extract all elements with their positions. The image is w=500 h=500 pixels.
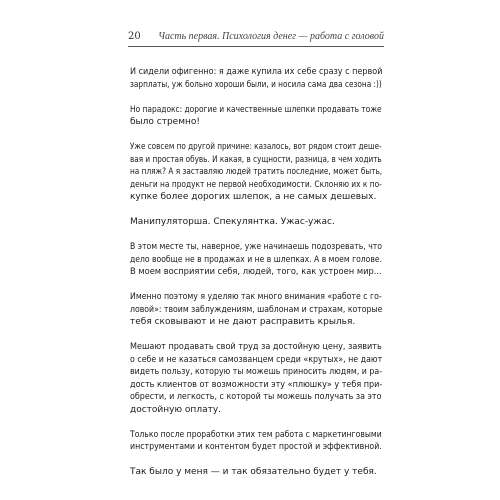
text-line: деньги на продукт не первой необходимости. Склоняю их к по- bbox=[130, 179, 382, 190]
text-line: Но парадокс: дорогие и качественные шлепки продавать тоже bbox=[130, 104, 382, 115]
text-line: Именно поэтому я уделяю так много внимания «работе с го- bbox=[130, 292, 382, 302]
text-line: было стремно! bbox=[130, 117, 201, 127]
text-line: инструментами и контентом будет простой и эффективной. bbox=[130, 442, 382, 452]
text-line: Так было у меня — и так обязательно будет у тебя. bbox=[130, 467, 377, 477]
text-line: видеть пользу, которую ты можешь приносить людям, и ра- bbox=[130, 367, 383, 377]
header-rule bbox=[128, 46, 384, 47]
text-line: достойную оплату. bbox=[130, 404, 222, 415]
text-line: тебя сковывают и не дают расправить крылья. bbox=[130, 317, 356, 327]
page-header bbox=[128, 31, 384, 45]
body-text bbox=[130, 66, 382, 491]
text-line: В этом месте ты, наверное, уже начинаешь подозревать, что bbox=[130, 242, 382, 252]
text-line: В моем восприятии себя, людей, того, как устроен мир... bbox=[130, 267, 382, 277]
text-line: ловой»: твоим заблуждениям, шаблонам и страхам, которые bbox=[130, 304, 383, 315]
paragraph bbox=[130, 141, 382, 204]
text-line: И сидели офигенно: я даже купила их себе сразу с первой bbox=[130, 67, 383, 77]
running-head: Часть первая. Психология денег — работа с головой bbox=[158, 31, 384, 42]
text-line: Мешают продавать свой труд за достойную цену, заявить bbox=[130, 342, 382, 352]
paragraph bbox=[130, 66, 382, 91]
text-line: Манипуляторша. Спекулянтка. Ужас-ужас. bbox=[130, 217, 335, 227]
paragraph bbox=[130, 291, 382, 329]
text-line: купке более дорогих шлепок, а не самых дешевых. bbox=[130, 192, 377, 202]
text-line: о себе и не казаться самозванцем среди «крутых», не дают bbox=[130, 354, 383, 365]
text-line: вая и простая обувь. И какая, в сущности, разница, в чем ходить bbox=[130, 154, 382, 165]
paragraph bbox=[130, 216, 382, 229]
text-line: дело вообще не в продажах и не в шлепках. А в моем голове. bbox=[130, 254, 383, 265]
paragraph bbox=[130, 104, 382, 129]
text-line: Уже совсем по другой причине: казалось, вот рядом стоит деше- bbox=[130, 142, 382, 152]
text-line: зарплаты, уж больно хороши были, и носила сама два сезона :)) bbox=[130, 79, 382, 90]
text-line: обрести, и легкость, с которой ты можешь получать за это bbox=[130, 392, 382, 402]
paragraph bbox=[130, 429, 382, 454]
text-line: на пляж? А я заставляю людей тратить последние, может быть, bbox=[130, 167, 383, 177]
paragraph bbox=[130, 466, 382, 479]
text-line: дость клиентов от возможности эту «плюшку» у тебя при- bbox=[130, 379, 383, 390]
paragraph bbox=[130, 341, 382, 416]
paragraph bbox=[130, 241, 382, 279]
page-number: 20 bbox=[128, 31, 141, 42]
text-line: Только после проработки этих тем работа с маркетинговыми bbox=[130, 429, 382, 440]
